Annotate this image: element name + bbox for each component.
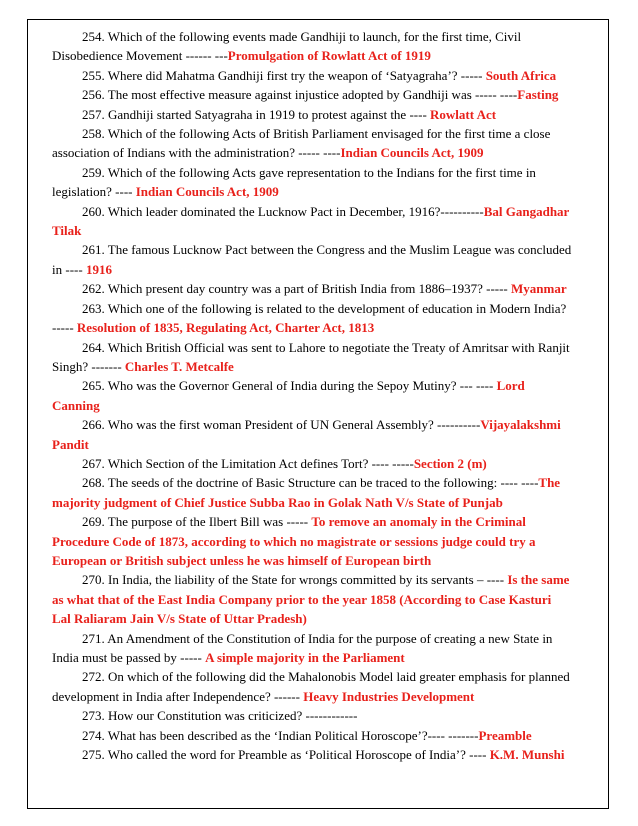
question-text: 263. Which one of the following is related to the development of education in Modern India? ----- [52, 300, 567, 336]
question-262 [52, 279, 572, 298]
question-text: 259. Which of the following Acts gave representation to the Indians for the first time in legislation? ---- [52, 164, 536, 200]
question-text: 274. What has been described as the ‘Indian Political Horoscope’?---- ------- [82, 727, 479, 743]
answer-text: Is the same as what that of the East India Company prior to the year 1858 (According to Case Kasturi Lal Raliaram Jain V/s State of Uttar Pradesh) [52, 572, 570, 627]
answer-text: Resolution of 1835, Regulating Act, Charter Act, 1813 [76, 320, 375, 336]
question-text: 254. Which of the following events made Gandhiji to launch, for the first time, Civil Disobedience Movement ------ --- [52, 29, 522, 64]
question-text: 264. Which British Official was sent to Lahore to negotiate the Treaty of Amritsar with Ranjit Singh? ------- [52, 339, 570, 374]
question-268 [52, 473, 572, 512]
question-text: 266. Who was the first woman President of UN General Assembly? ---------- [82, 417, 481, 433]
question-text: 261. The famous Lucknow Pact between the Congress and the Muslim League was concluded in ---- [52, 242, 572, 277]
question-text: 272. On which of the following did the Mahalonobis Model laid greater emphasis for planned development in India after Independence? ------ [52, 669, 570, 704]
question-255 [52, 66, 572, 85]
answer-text: Heavy Industries Development [303, 688, 475, 704]
question-259 [52, 163, 572, 202]
question-text: 256. The most effective measure against injustice adopted by Gandhiji was ----- ---- [82, 87, 518, 103]
answer-text: Indian Councils Act, 1909 [340, 145, 484, 161]
question-261 [52, 240, 572, 279]
question-275 [52, 745, 572, 764]
answer-text: Indian Councils Act, 1909 [135, 184, 279, 200]
answer-text: Vijayalakshmi Pandit [52, 417, 561, 452]
question-text: 267. Which Section of the Limitation Act defines Tort? ---- ----- [82, 455, 414, 471]
answer-text: The majority judgment of Chief Justice Subba Rao in Golak Nath V/s State of Punjab [52, 475, 561, 510]
question-text: 273. How our Constitution was criticized? ------------ [82, 708, 358, 724]
question-text: 268. The seeds of the doctrine of Basic Structure can be traced to the following: ---- ---- [82, 475, 539, 491]
question-269 [52, 512, 572, 570]
answer-text: Charles T. Metcalfe [124, 358, 234, 374]
question-266 [52, 415, 572, 454]
question-list [52, 27, 572, 764]
question-text: 255. Where did Mahatma Gandhiji first try the weapon of ‘Satyagraha’? ----- [82, 67, 486, 83]
question-text: 262. Which present day country was a part of British India from 1886–1937? ----- [82, 281, 512, 297]
answer-text: Myanmar [511, 281, 567, 297]
answer-text: Preamble [478, 727, 532, 743]
question-265 [52, 376, 572, 415]
answer-text: Bal Gangadhar Tilak [52, 203, 570, 239]
answer-text: Lord Canning [52, 378, 525, 413]
question-258 [52, 124, 572, 163]
question-text: 275. Who called the word for Preamble as ‘Political Horoscope of India’? ---- [82, 747, 490, 763]
question-267 [52, 454, 572, 473]
question-270 [52, 570, 572, 628]
question-264 [52, 338, 572, 377]
answer-text: Rowlatt Act [430, 106, 497, 122]
question-272 [52, 667, 572, 706]
question-254 [52, 27, 572, 66]
answer-text: South Africa [485, 67, 557, 83]
question-text: 270. In India, the liability of the State for wrongs committed by its servants – ---- [82, 572, 508, 588]
question-text: 258. Which of the following Acts of British Parliament envisaged for the first time a close association of Indians with the administration? ----- ---- [52, 126, 551, 161]
answer-text: 1916 [85, 261, 112, 277]
question-text: 260. Which leader dominated the Lucknow Pact in December, 1916?---------- [82, 203, 484, 219]
question-257 [52, 105, 572, 124]
question-text: 257. Gandhiji started Satyagraha in 1919 to protest against the ---- [82, 106, 431, 122]
question-271 [52, 629, 572, 668]
question-text: 269. The purpose of the Ilbert Bill was ----- [82, 514, 312, 530]
answer-text: A simple majority in the Parliament [205, 650, 405, 665]
question-263 [52, 299, 572, 338]
question-256 [52, 85, 572, 104]
question-text: 265. Who was the Governor General of India during the Sepoy Mutiny? --- ---- [82, 378, 497, 394]
question-274 [52, 726, 572, 745]
answer-text: Promulgation of Rowlatt Act of 1919 [227, 48, 431, 64]
answer-text: Section 2 (m) [413, 455, 487, 471]
question-text: 271. An Amendment of the Constitution of India for the purpose of creating a new State in India must be passed by ----- [52, 630, 553, 665]
answer-text: To remove an anomaly in the Criminal Procedure Code of 1873, according to which no magistrate or sessions judge could try a European or British subject unless he was himself of European birth [52, 514, 536, 568]
answer-text: Fasting [517, 87, 559, 103]
question-273 [52, 706, 572, 725]
question-260 [52, 202, 572, 241]
answer-text: K.M. Munshi [489, 747, 565, 763]
